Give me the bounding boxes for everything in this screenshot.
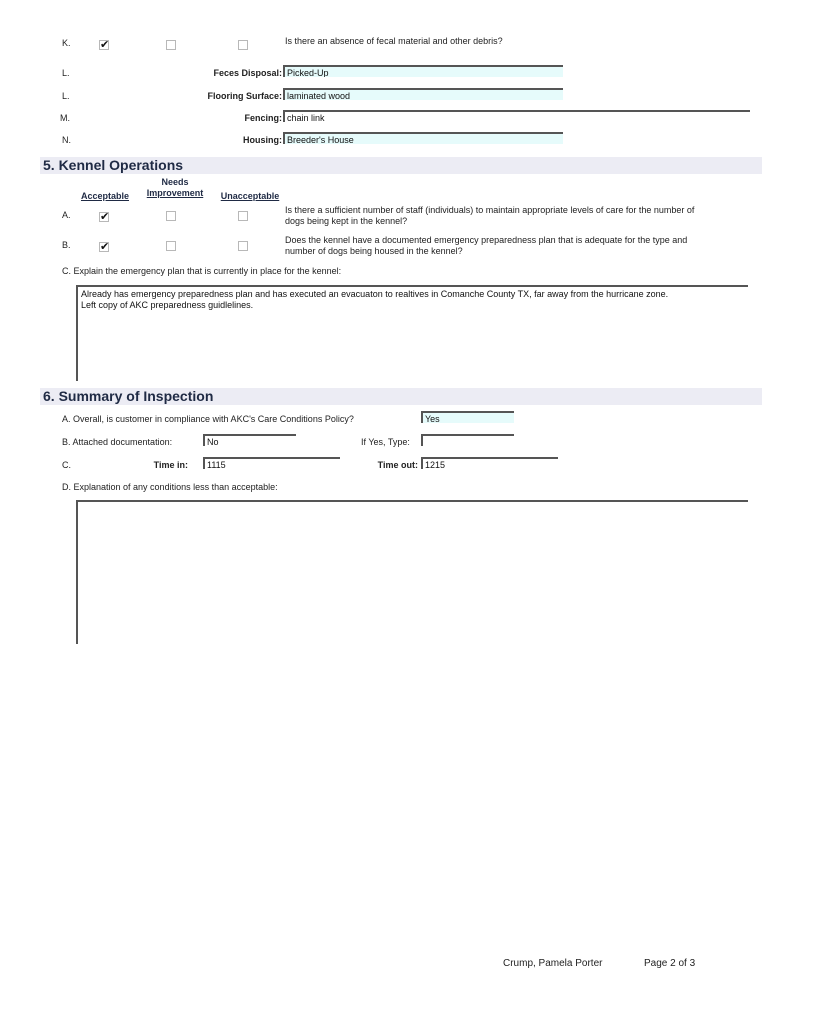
time-out-label: Time out: [377,460,418,470]
col-needs-improvement-header: Improvement [146,188,204,198]
row-k-needs-improvement-checkbox[interactable] [166,40,176,50]
time-out-field[interactable]: 1215 [421,457,558,469]
emergency-plan-textarea[interactable]: Already has emergency preparedness plan and has executed an evacuaton to realtives in Comanche County TX, far away from the hurricane zone. Left copy of AKC preparedness guidlelines. [76,285,748,381]
s5-row-a-needs-improvement-checkbox[interactable] [166,211,176,221]
fencing-field[interactable]: chain link [283,110,750,122]
fencing-label: Fencing: [244,113,282,123]
s5-row-b-question-line1: Does the kennel have a documented emergency preparedness plan that is adequate for the type and [285,235,688,245]
row-k-acceptable-checkbox[interactable] [99,40,109,50]
flooring-surface-label: Flooring Surface: [207,91,282,101]
s6-d-label: D. Explanation of any conditions less than acceptable: [62,482,278,492]
col-needs-line1: Needs [161,177,189,187]
s5-row-a-question-line2: dogs being kept in the kennel? [285,216,408,226]
s6-b-type-label: If Yes, Type: [361,437,410,447]
housing-letter: N. [62,135,71,145]
s5-row-b-needs-improvement-checkbox[interactable] [166,241,176,251]
feces-disposal-label: Feces Disposal: [213,68,282,78]
s6-a-label: A. Overall, is customer in compliance with AKC's Care Conditions Policy? [62,414,354,424]
s6-c-letter: C. [62,460,71,470]
s5-c-label: C. Explain the emergency plan that is currently in place for the kennel: [62,266,342,276]
row-k-unacceptable-checkbox[interactable] [238,40,248,50]
s5-row-b-unacceptable-checkbox[interactable] [238,241,248,251]
s5-row-b-letter: B. [62,240,71,250]
time-in-label: Time in: [153,460,188,470]
s5-row-b-question-line2: number of dogs being housed in the kennel? [285,246,463,256]
section-6-heading: 6. Summary of Inspection [40,388,762,405]
flooring-surface-letter: L. [62,91,70,101]
s5-row-b-acceptable-checkbox[interactable] [99,242,109,252]
section-5-heading: 5. Kennel Operations [40,157,762,174]
housing-label: Housing: [243,135,282,145]
row-k-question: Is there an absence of fecal material and other debris? [285,36,503,46]
col-unacceptable-header: Unacceptable [220,191,280,201]
conditions-explanation-textarea[interactable] [76,500,748,644]
inspector-name: Crump, Pamela Porter [503,958,603,969]
documentation-type-field[interactable] [421,434,514,446]
s5-row-a-question-line1: Is there a sufficient number of staff (individuals) to maintain appropriate levels of care for the number of [285,205,695,215]
time-in-field[interactable]: 1115 [203,457,340,469]
s6-b-label: B. Attached documentation: [62,437,173,447]
s5-row-a-acceptable-checkbox[interactable] [99,212,109,222]
feces-disposal-field[interactable]: Picked-Up [283,65,563,77]
page-number: Page 2 of 3 [644,958,696,969]
fencing-letter: M. [60,113,70,123]
s5-row-a-letter: A. [62,210,71,220]
feces-disposal-letter: L. [62,68,70,78]
attached-documentation-field[interactable]: No [203,434,296,446]
flooring-surface-field[interactable]: laminated wood [283,88,563,100]
s5-row-a-unacceptable-checkbox[interactable] [238,211,248,221]
col-acceptable-header: Acceptable [80,191,130,201]
compliance-field[interactable]: Yes [421,411,514,423]
housing-field[interactable]: Breeder's House [283,132,563,144]
row-k-letter: K. [62,38,71,48]
